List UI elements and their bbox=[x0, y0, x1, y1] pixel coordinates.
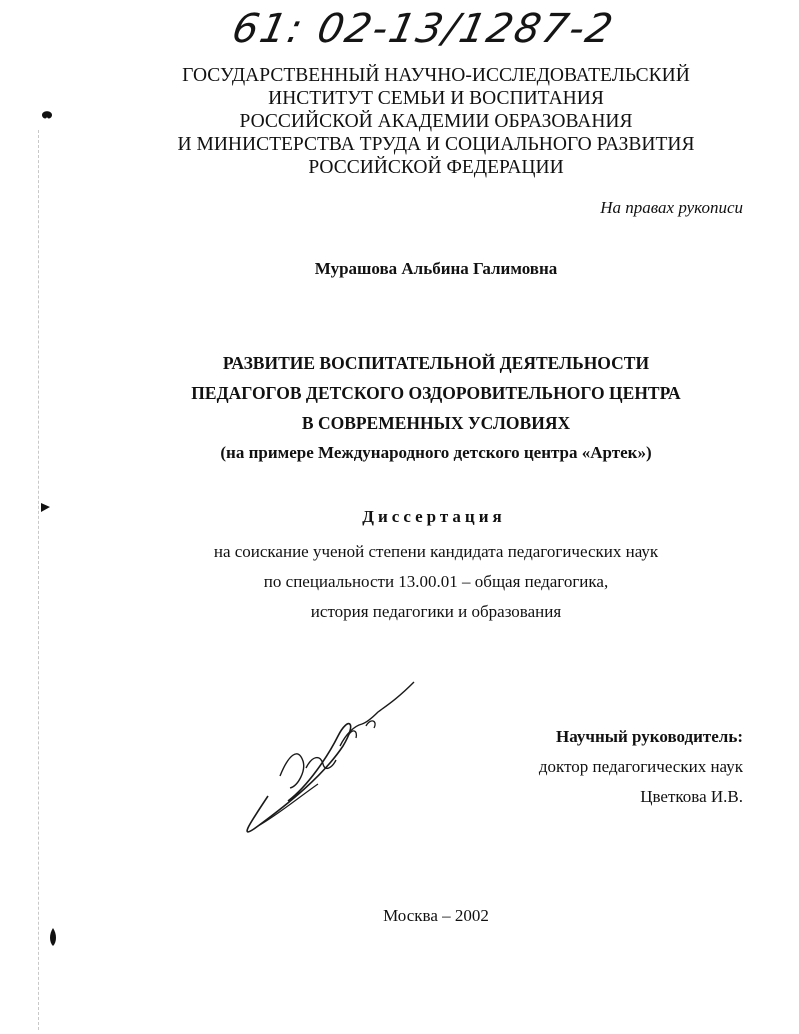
title-subtitle: (на примере Международного детского центра «Артек») bbox=[220, 443, 652, 462]
institution-line: И МИНИСТЕРСТВА ТРУДА И СОЦИАЛЬНОГО РАЗВИТИЯ bbox=[177, 134, 695, 155]
punch-hole-mark-icon bbox=[48, 928, 58, 946]
institution-line: РОССИЙСКОЙ ФЕДЕРАЦИИ bbox=[308, 157, 564, 178]
degree-line: история педагогики и образования bbox=[310, 602, 562, 621]
supervisor-name: Цветкова И.В. bbox=[640, 787, 743, 806]
institution-header bbox=[100, 64, 772, 179]
degree-statement bbox=[0, 537, 799, 627]
degree-line: по специальности 13.00.01 – общая педагогика, bbox=[263, 572, 609, 591]
supervisor-label: Научный руководитель: bbox=[556, 727, 743, 746]
institution-line: ГОСУДАРСТВЕННЫЙ НАУЧНО-ИССЛЕДОВАТЕЛЬСКИЙ bbox=[182, 65, 690, 86]
dissertation-title bbox=[0, 348, 799, 468]
author-name: Мурашова Альбина Галимовна bbox=[314, 259, 558, 278]
degree-line: на соискание ученой степени кандидата педагогических наук bbox=[213, 542, 659, 561]
supervisor-degree: доктор педагогических наук bbox=[538, 757, 743, 776]
institution-line: ИНСТИТУТ СЕМЬИ И ВОСПИТАНИЯ bbox=[268, 88, 604, 109]
title-line: ПЕДАГОГОВ ДЕТСКОГО ОЗДОРОВИТЕЛЬНОГО ЦЕНТРА bbox=[191, 383, 681, 403]
city-year: Москва – 2002 bbox=[383, 906, 489, 925]
punch-hole-mark-icon bbox=[38, 500, 52, 514]
institution-line: РОССИЙСКОЙ АКАДЕМИИ ОБРАЗОВАНИЯ bbox=[239, 111, 633, 132]
title-line: В СОВРЕМЕННЫХ УСЛОВИЯХ bbox=[301, 413, 571, 433]
dissertation-label: Диссертация bbox=[362, 507, 506, 526]
manuscript-note: На правах рукописи bbox=[600, 198, 743, 217]
supervisor-signature bbox=[228, 676, 428, 846]
title-line: РАЗВИТИЕ ВОСПИТАТЕЛЬНОЙ ДЕЯТЕЛЬНОСТИ bbox=[222, 353, 650, 373]
punch-hole-mark-icon bbox=[40, 108, 54, 122]
supervisor-block bbox=[539, 722, 743, 812]
archive-stamp: 61: 02-13/1287-2 bbox=[228, 6, 619, 52]
